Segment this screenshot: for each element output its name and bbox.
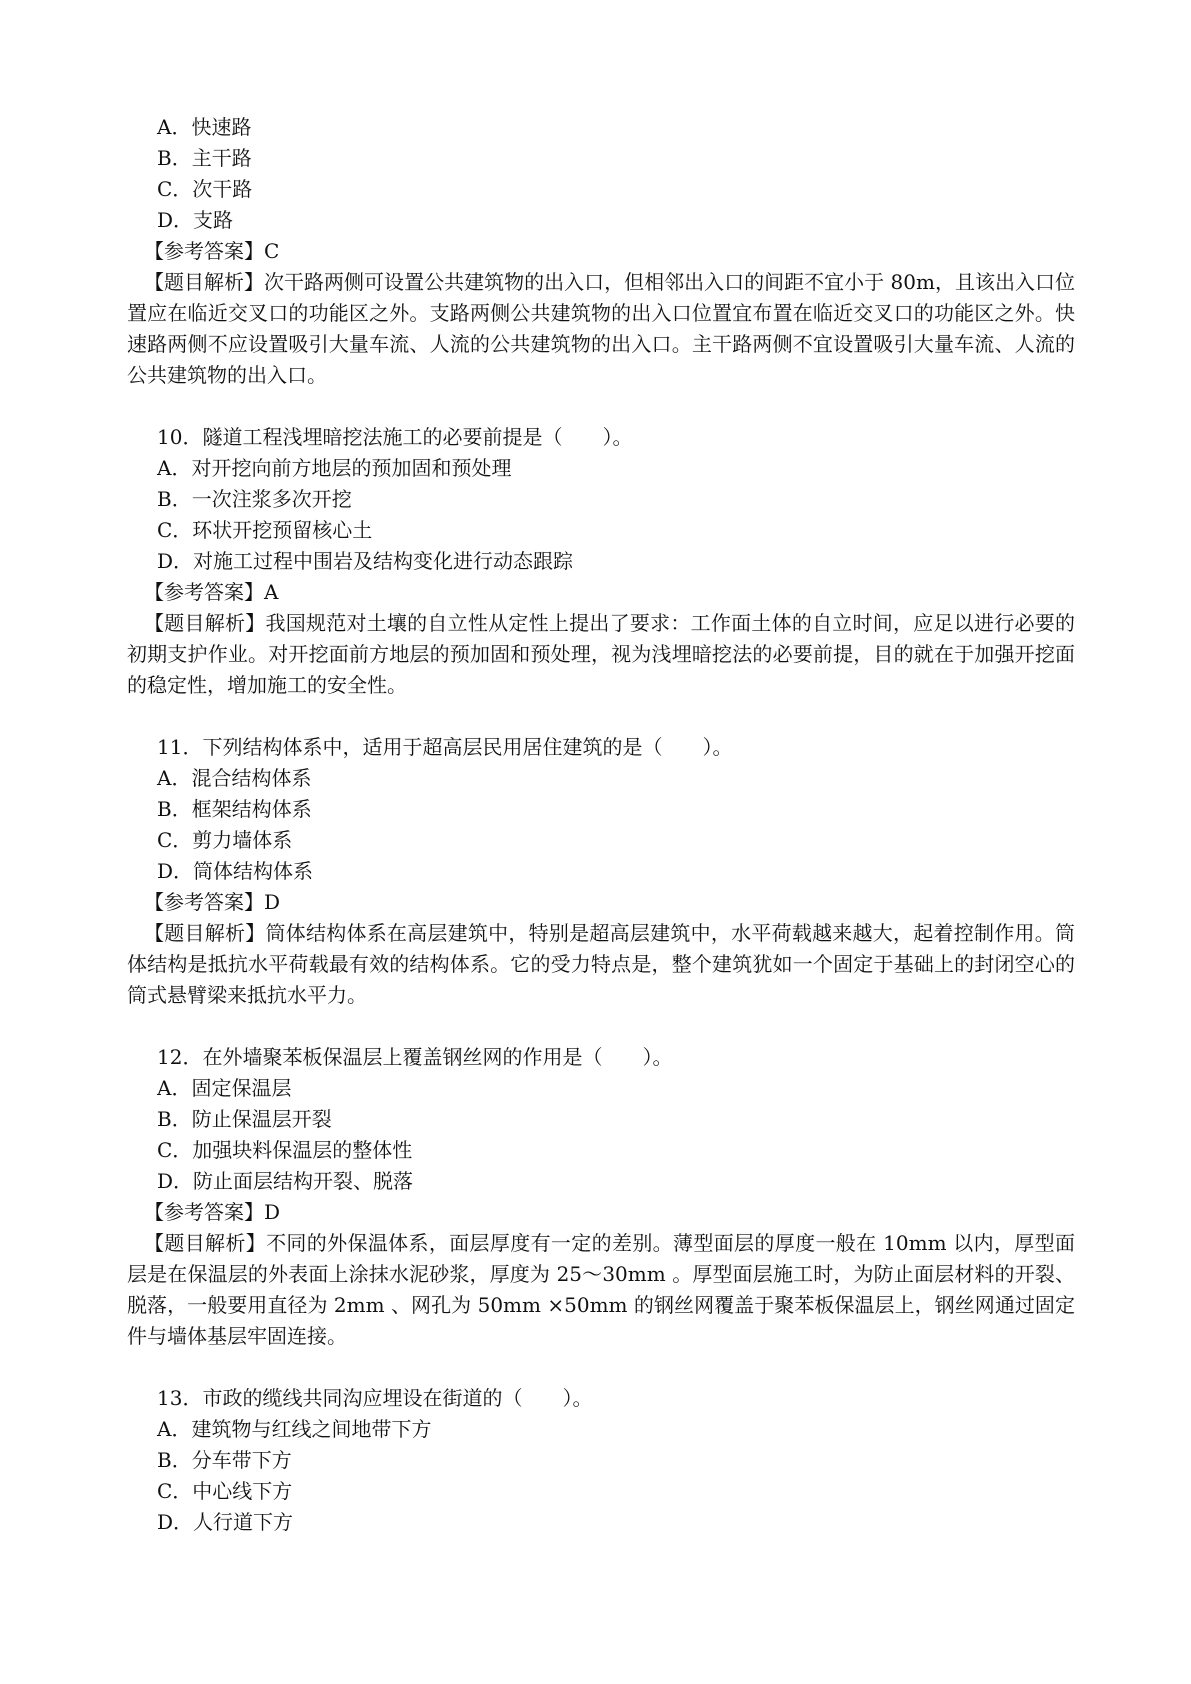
question-block-12 (127, 1042, 1075, 1352)
option-c: C．中心线下方 (157, 1479, 293, 1503)
question-title: 10．隧道工程浅埋暗挖法施工的必要前提是（ ）。 (157, 425, 633, 449)
option-d: D．防止面层结构开裂、脱落 (157, 1169, 414, 1193)
question-title: 11．下列结构体系中，适用于超高层民用居住建筑的是（ ）。 (157, 735, 733, 759)
question-block-9 (127, 112, 1075, 391)
option-c: C．加强块料保温层的整体性 (157, 1138, 413, 1162)
reference-answer: 【参考答案】D (144, 890, 281, 914)
option-a: A．建筑物与红线之间地带下方 (157, 1417, 432, 1441)
option-d: D．支路 (157, 208, 234, 232)
option-b: B．框架结构体系 (157, 797, 312, 821)
option-c: C．次干路 (157, 177, 253, 201)
option-d: D．对施工过程中围岩及结构变化进行动态跟踪 (157, 549, 574, 573)
analysis-text: 【题目解析】筒体结构体系在高层建筑中，特别是超高层建筑中，水平荷载越来越大，起着控制作用。筒体结构是抵抗水平荷载最有效的结构体系。它的受力特点是，整个建筑犹如一个固定于基础上的封闭空心的筒式悬臂梁来抵抗水平力。 (127, 921, 1075, 1007)
option-a: A．对开挖向前方地层的预加固和预处理 (157, 456, 512, 480)
option-a: A．固定保温层 (157, 1076, 292, 1100)
analysis-paragraph (127, 1228, 1075, 1352)
option-d: D．筒体结构体系 (157, 859, 314, 883)
option-b: B．防止保温层开裂 (157, 1107, 332, 1131)
reference-answer: 【参考答案】A (144, 580, 279, 604)
question-block-11 (127, 732, 1075, 1011)
analysis-text: 【题目解析】次干路两侧可设置公共建筑物的出入口，但相邻出入口的间距不宜小于 80m，且该出入口位置应在临近交叉口的功能区之外。支路两侧公共建筑物的出入口位置宜布置在临近交叉口的功能区之外。快速路两侧不应设置吸引大量车流、人流的公共建筑物的出入口。主干路两侧不宜设置吸引大量车流、人流的公共建筑物的出入口。 (127, 270, 1075, 387)
option-b: B．分车带下方 (157, 1448, 292, 1472)
option-a: A．快速路 (157, 115, 252, 139)
analysis-text: 【题目解析】不同的外保温体系，面层厚度有一定的差别。薄型面层的厚度一般在 10mm 以内，厚型面层是在保温层的外表面上涂抹水泥砂浆，厚度为 25～30mm 。厚型面层施工时，为防止面层材料的开裂、脱落，一般要用直径为 2mm 、网孔为 50mm ×50mm 的钢丝网覆盖于聚苯板保温层上，钢丝网通过固定件与墙体基层牢固连接。 (127, 1231, 1075, 1348)
reference-answer: 【参考答案】C (144, 239, 280, 263)
spacer (127, 391, 1075, 422)
question-title: 13．市政的缆线共同沟应埋设在街道的（ ）。 (157, 1386, 593, 1410)
reference-answer: 【参考答案】D (144, 1200, 281, 1224)
spacer (127, 701, 1075, 732)
analysis-paragraph (127, 608, 1075, 701)
question-block-13 (127, 1383, 1075, 1538)
analysis-text: 【题目解析】我国规范对土壤的自立性从定性上提出了要求：工作面土体的自立时间，应足以进行必要的初期支护作业。对开挖面前方地层的预加固和预处理，视为浅埋暗挖法的必要前提，目的就在于加强开挖面的稳定性，增加施工的安全性。 (127, 611, 1075, 697)
option-c: C．剪力墙体系 (157, 828, 293, 852)
option-d: D．人行道下方 (157, 1510, 294, 1534)
option-b: B．一次注浆多次开挖 (157, 487, 352, 511)
option-b: B．主干路 (157, 146, 252, 170)
spacer (127, 1011, 1075, 1042)
analysis-paragraph (127, 267, 1075, 391)
page-content (127, 112, 1075, 1538)
analysis-paragraph (127, 918, 1075, 1011)
question-block-10 (127, 422, 1075, 701)
spacer (127, 1352, 1075, 1383)
question-title: 12．在外墙聚苯板保温层上覆盖钢丝网的作用是（ ）。 (157, 1045, 673, 1069)
option-a: A．混合结构体系 (157, 766, 312, 790)
option-c: C．环状开挖预留核心土 (157, 518, 373, 542)
